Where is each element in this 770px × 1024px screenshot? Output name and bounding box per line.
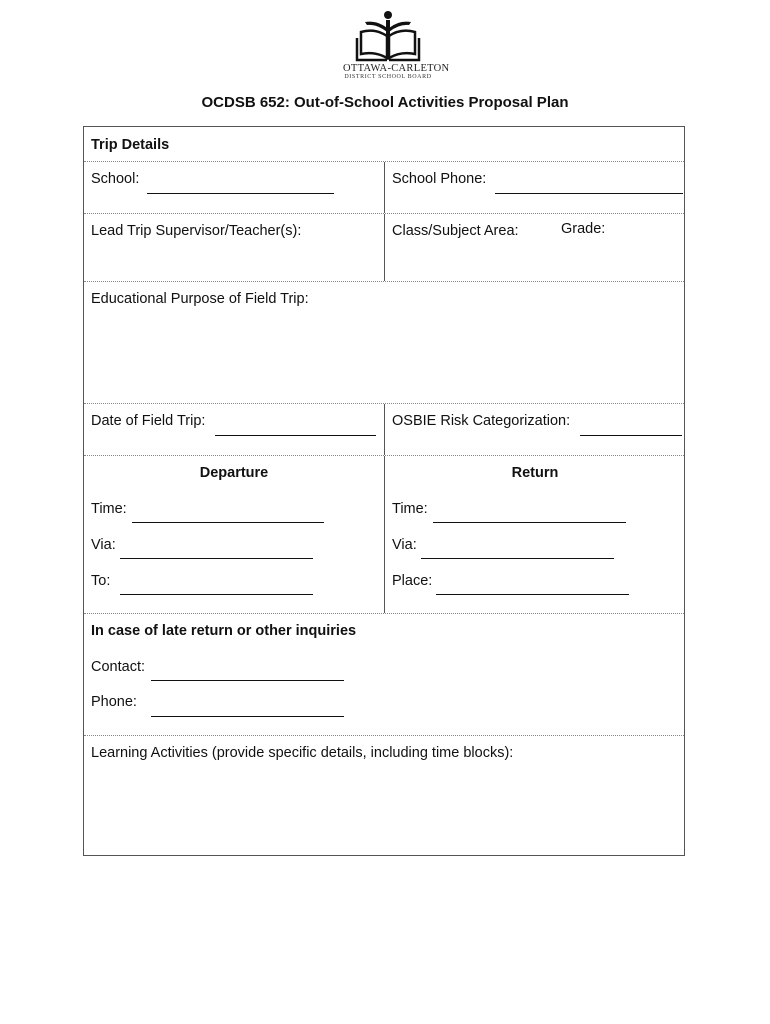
return-time-field[interactable] <box>433 522 626 523</box>
school-label: School: <box>91 171 140 187</box>
school-phone-field[interactable] <box>495 193 683 194</box>
departure-via-field[interactable] <box>120 558 313 559</box>
return-via-field[interactable] <box>421 558 614 559</box>
date-label: Date of Field Trip: <box>91 413 206 429</box>
departure-time-field[interactable] <box>132 522 324 523</box>
osbie-field[interactable] <box>580 435 682 436</box>
phone-label: Phone: <box>91 694 137 710</box>
school-phone-label: School Phone: <box>392 171 487 187</box>
learning-activities-row <box>84 735 684 856</box>
trip-details-row <box>84 127 684 161</box>
late-return-row <box>84 613 684 735</box>
educational-purpose-label[interactable]: Educational Purpose of Field Trip: <box>91 291 309 307</box>
column-divider <box>384 162 385 213</box>
supervisor-row <box>84 213 684 281</box>
return-place-field[interactable] <box>436 594 629 595</box>
school-row <box>84 161 684 213</box>
departure-to-label: To: <box>91 573 111 589</box>
lead-supervisor-label[interactable]: Lead Trip Supervisor/Teacher(s): <box>91 223 302 239</box>
org-subtitle: DISTRICT SCHOOL BOARD <box>344 74 432 80</box>
date-row <box>84 403 684 455</box>
grade-label[interactable]: Grade: <box>561 221 606 237</box>
ocdsb-logo <box>343 10 450 90</box>
book-person-icon <box>353 10 423 62</box>
contact-field[interactable] <box>151 680 344 681</box>
return-heading: Return <box>511 465 559 481</box>
departure-to-field[interactable] <box>120 594 313 595</box>
school-field[interactable] <box>147 193 334 194</box>
departure-return-row <box>84 455 684 613</box>
educational-purpose-row <box>84 281 684 403</box>
column-divider <box>384 404 385 455</box>
departure-via-label: Via: <box>91 537 116 553</box>
contact-label: Contact: <box>91 659 145 675</box>
org-name: OTTAWA-CARLETON <box>343 63 450 74</box>
phone-field[interactable] <box>151 716 344 717</box>
page-title: OCDSB 652: Out-of-School Activities Proposal Plan <box>201 94 569 111</box>
return-via-label: Via: <box>392 537 417 553</box>
proposal-form <box>83 126 685 856</box>
return-place-label: Place: <box>392 573 433 589</box>
column-divider <box>384 214 385 281</box>
return-time-label: Time: <box>392 501 428 517</box>
late-return-heading: In case of late return or other inquiries <box>91 623 357 639</box>
class-subject-label[interactable]: Class/Subject Area: <box>392 223 519 239</box>
trip-details-heading: Trip Details <box>91 137 170 153</box>
date-field[interactable] <box>215 435 376 436</box>
osbie-label: OSBIE Risk Categorization: <box>392 413 571 429</box>
departure-heading: Departure <box>199 465 269 481</box>
learning-activities-label[interactable]: Learning Activities (provide specific details, including time blocks): <box>91 745 514 761</box>
departure-time-label: Time: <box>91 501 127 517</box>
